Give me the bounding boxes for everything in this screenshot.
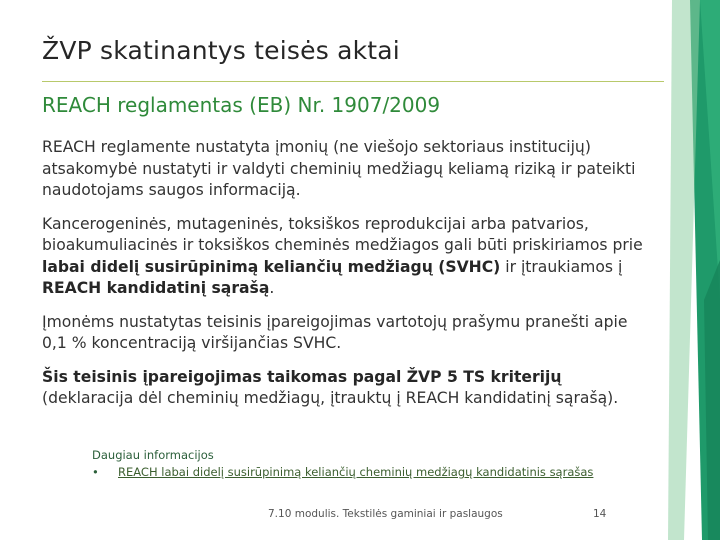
bold-text: Šis teisinis įpareigojimas taikomas pagal ŽVP 5 TS kriterijų <box>42 367 562 386</box>
text-run: Įmonėms nustatytas teisinis įpareigojimas vartotojų prašymu pranešti apie 0,1 % koncentraciją viršijančias SVHC. <box>42 312 628 352</box>
body-paragraph <box>42 214 657 300</box>
more-info-title: Daugiau informacijos <box>92 448 214 462</box>
more-info-item <box>92 464 593 481</box>
bullet-icon: • <box>92 465 99 479</box>
body-paragraph <box>42 312 657 355</box>
bold-text: labai didelį susirūpinimą keliančių medžiagų (SVHC) <box>42 257 501 276</box>
slide-subtitle: REACH reglamentas (EB) Nr. 1907/2009 <box>42 93 441 117</box>
body-paragraph <box>42 367 657 410</box>
text-run: (deklaracija dėl cheminių medžiagų, įtrauktų į REACH kandidatinį sąrašą). <box>42 389 619 407</box>
more-info-section <box>92 447 593 481</box>
reach-candidate-list-link[interactable]: REACH labai didelį susirūpinimą keliančių cheminių medžiagų kandidatinis sąrašas <box>118 465 594 479</box>
text-run: . <box>269 279 275 297</box>
slide-body <box>42 137 657 422</box>
title-divider <box>42 81 664 82</box>
page-number: 14 <box>593 508 607 520</box>
footer-text: 7.10 modulis. Tekstilės gaminiai ir paslaugos <box>268 508 503 520</box>
slide-title: ŽVP skatinantys teisės aktai <box>42 36 400 65</box>
decorative-green-shapes <box>660 0 720 540</box>
bold-text: REACH kandidatinį sąrašą <box>42 279 270 297</box>
text-run: ir įtraukiamos į <box>500 257 623 276</box>
text-run: REACH reglamente nustatyta įmonių (ne viešojo sektoriaus institucijų) atsakomybė nustatyti ir valdyti cheminių medžiagų keliamą riziką ir pateikti naudotojams saugos informaciją. <box>42 138 636 199</box>
body-paragraph <box>42 137 657 202</box>
text-run: Kancerogeninės, mutageninės, toksiškos reprodukcijai arba patvarios, bioakumuliacinės ir toksiškos cheminės medžiagos gali būti priskiriamos prie <box>42 214 643 254</box>
